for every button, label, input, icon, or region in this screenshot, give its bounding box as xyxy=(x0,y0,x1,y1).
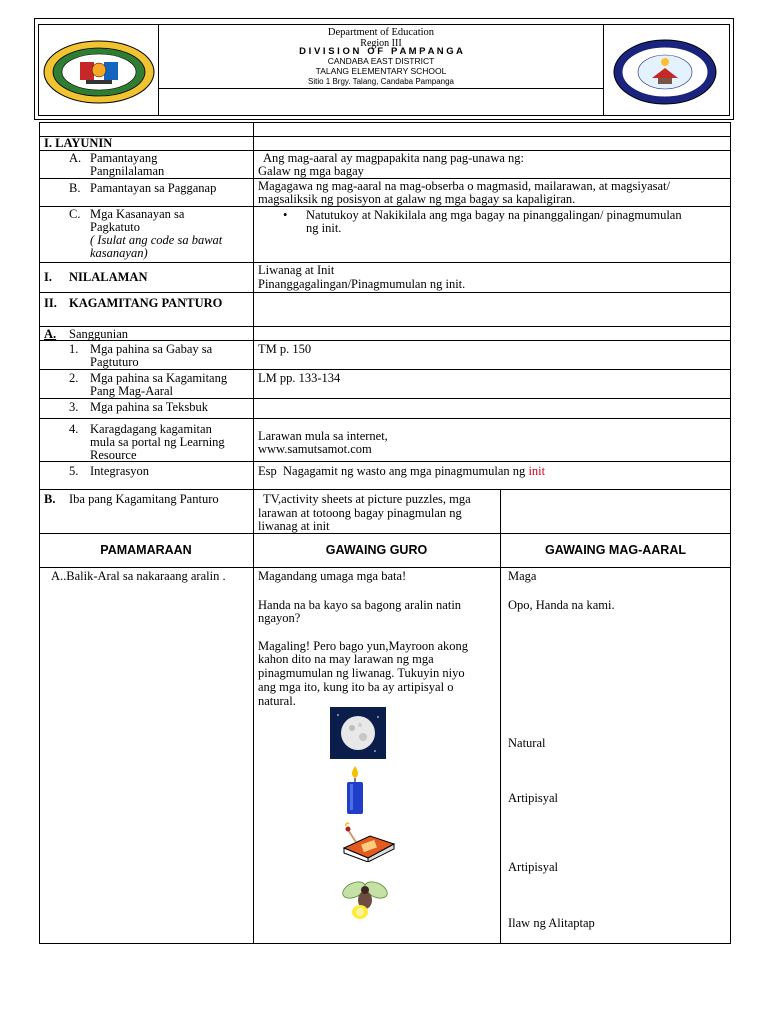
row-line xyxy=(39,398,731,399)
col-header-pamamaraan: PAMAMARAAN xyxy=(100,543,192,557)
bullet-icon: • xyxy=(283,208,288,222)
iba-value: TV,activity sheets at picture puzzles, mga xyxy=(263,492,471,506)
row-line xyxy=(39,461,731,462)
guro-line: natural. xyxy=(258,694,296,708)
row-label: Pagkatuto xyxy=(90,220,140,234)
col-divider xyxy=(253,533,254,944)
item-label: Integrasyon xyxy=(90,464,150,478)
guro-line: kahon dito na may larawan ng mga xyxy=(258,652,434,666)
item-value: Larawan mula sa internet, xyxy=(258,429,388,443)
guro-line: Handa na ba kayo sa bagong aralin natin xyxy=(258,598,462,612)
iba-value: liwanag at init xyxy=(258,519,330,533)
row-label-note: ( Isulat ang code sa bawat xyxy=(90,233,223,247)
row-num: C. xyxy=(69,207,81,221)
row-value: Galaw ng mga bagay xyxy=(258,164,364,178)
row-label: Pamantayang xyxy=(90,151,158,165)
col-divider xyxy=(500,533,501,944)
item-num: 2. xyxy=(69,371,79,385)
row-line xyxy=(39,340,731,341)
mag-aaral-line: Artipisyal xyxy=(508,860,558,874)
item-label: Pang Mag-Aaral xyxy=(90,384,173,398)
integrasyon-highlight: init xyxy=(528,464,546,478)
item-value: www.samutsamot.com xyxy=(258,442,372,456)
row-line xyxy=(39,292,731,293)
row-value: Liwanag at Init xyxy=(258,263,335,277)
row-value: Ang mag-aaral ay magpapakita nang pag-unawa ng: xyxy=(263,151,525,165)
moon-image xyxy=(330,707,386,759)
guro-line: Magandang umaga mga bata! xyxy=(258,569,407,583)
firefly-image xyxy=(338,876,392,922)
row-label: Pamantayan sa Pagganap xyxy=(90,181,217,195)
item-label: Mga pahina sa Teksbuk xyxy=(90,400,208,414)
col-header-gawaing-guro: GAWAING GURO xyxy=(325,543,428,557)
row-line xyxy=(39,262,731,263)
mag-aaral-line: Maga xyxy=(508,569,537,583)
candle-image xyxy=(342,764,368,816)
row-value: magsaliksik ng posisyon at galaw ng mga bagay sa kapaligiran. xyxy=(258,192,576,206)
matchbox-image xyxy=(340,822,396,862)
item-num: 5. xyxy=(69,464,79,478)
item-label: Mga pahina sa Kagamitang xyxy=(90,371,228,385)
mag-aaral-line: Natural xyxy=(508,736,546,750)
item-label: Pagtuturo xyxy=(90,355,139,369)
iba-label: Iba pang Kagamitang Panturo xyxy=(69,492,219,506)
item-value: LM pp. 133-134 xyxy=(258,371,341,385)
row-line xyxy=(39,567,731,568)
row-value: Natutukoy at Nakikilala ang mga bagay na pinanggalingan/ pinagmumulan xyxy=(306,208,682,222)
row-line xyxy=(39,369,731,370)
row-num: B. xyxy=(69,181,81,195)
balik-aral-label: A..Balik-Aral sa nakaraang aralin . xyxy=(51,569,226,583)
section-num: II. xyxy=(44,296,57,310)
header-address: Sitio 1 Brgy. Talang, Candaba Pampanga xyxy=(307,77,455,86)
school-seal-logo xyxy=(612,38,718,106)
col-header-gawaing-mag-aaral: GAWAING MAG-AARAL xyxy=(545,543,686,557)
row-line xyxy=(39,533,731,534)
mag-aaral-line: Artipisyal xyxy=(508,791,558,805)
item-label: Karagdagang kagamitan xyxy=(90,422,212,436)
item-num: 1. xyxy=(69,342,79,356)
mag-aaral-line: Opo, Handa na kami. xyxy=(508,598,615,612)
guro-line: ngayon? xyxy=(258,611,301,625)
row-line xyxy=(39,418,731,419)
item-value: TM p. 150 xyxy=(258,342,312,356)
row-line xyxy=(39,489,731,490)
item-num: 3. xyxy=(69,400,79,414)
item-label: mula sa portal ng Learning xyxy=(90,435,225,449)
row-value: Magagawa ng mag-aaral na mag-obserba o magmasid, mailarawan, at magsiyasat/ xyxy=(258,179,670,193)
section-nilalaman: NILALAMAN xyxy=(69,270,148,284)
row-line xyxy=(39,136,731,137)
header-dept: Department of Education xyxy=(327,27,435,38)
row-label: Mga Kasanayan sa xyxy=(90,207,185,221)
row-label-note: kasanayan) xyxy=(90,246,148,260)
row-value: ng init. xyxy=(306,221,342,235)
integrasyon-text: Esp Nagagamit ng wasto ang mga pinagmumulan ng xyxy=(258,464,529,478)
guro-line: Magaling! Pero bago yun,Mayroon akong xyxy=(258,639,469,653)
mag-aaral-line: Ilaw ng Alitaptap xyxy=(508,916,595,930)
col-divider xyxy=(253,122,254,533)
deped-seal-logo xyxy=(42,40,156,104)
header-divider xyxy=(158,88,603,89)
section-num: A. xyxy=(44,327,57,341)
section-kagamitan: KAGAMITANG PANTURO xyxy=(69,296,223,310)
section-num: B. xyxy=(44,492,56,506)
guro-line: pinagmumulan ng liwanag. Tukuyin niyo xyxy=(258,666,465,680)
header-school: TALANG ELEMENTARY SCHOOL xyxy=(315,66,447,76)
guro-line: ang mga ito, kung ito ba ay artipisyal o xyxy=(258,680,454,694)
item-label: Mga pahina sa Gabay sa xyxy=(90,342,213,356)
header-region: Region III xyxy=(360,38,402,49)
row-label: Pangnilalaman xyxy=(90,164,165,178)
section-num: I. xyxy=(44,270,52,284)
header-division: D I V I S I O N O F P A M P A N G A xyxy=(299,46,463,57)
row-line xyxy=(39,326,731,327)
section-layunin: I. LAYUNIN xyxy=(44,136,113,150)
row-num: A. xyxy=(69,151,82,165)
iba-value: larawan at totoong bagay pinagmulan ng xyxy=(258,506,462,520)
item-num: 4. xyxy=(69,422,79,436)
item-label: Resource xyxy=(90,448,137,462)
sanggunian-label: Sanggunian xyxy=(69,327,129,341)
row-value: Pinanggagalingan/Pinagmumulan ng init. xyxy=(258,277,466,291)
col-divider xyxy=(500,489,501,533)
header-district: CANDABA EAST DISTRICT xyxy=(327,56,435,66)
item-value xyxy=(258,464,545,478)
